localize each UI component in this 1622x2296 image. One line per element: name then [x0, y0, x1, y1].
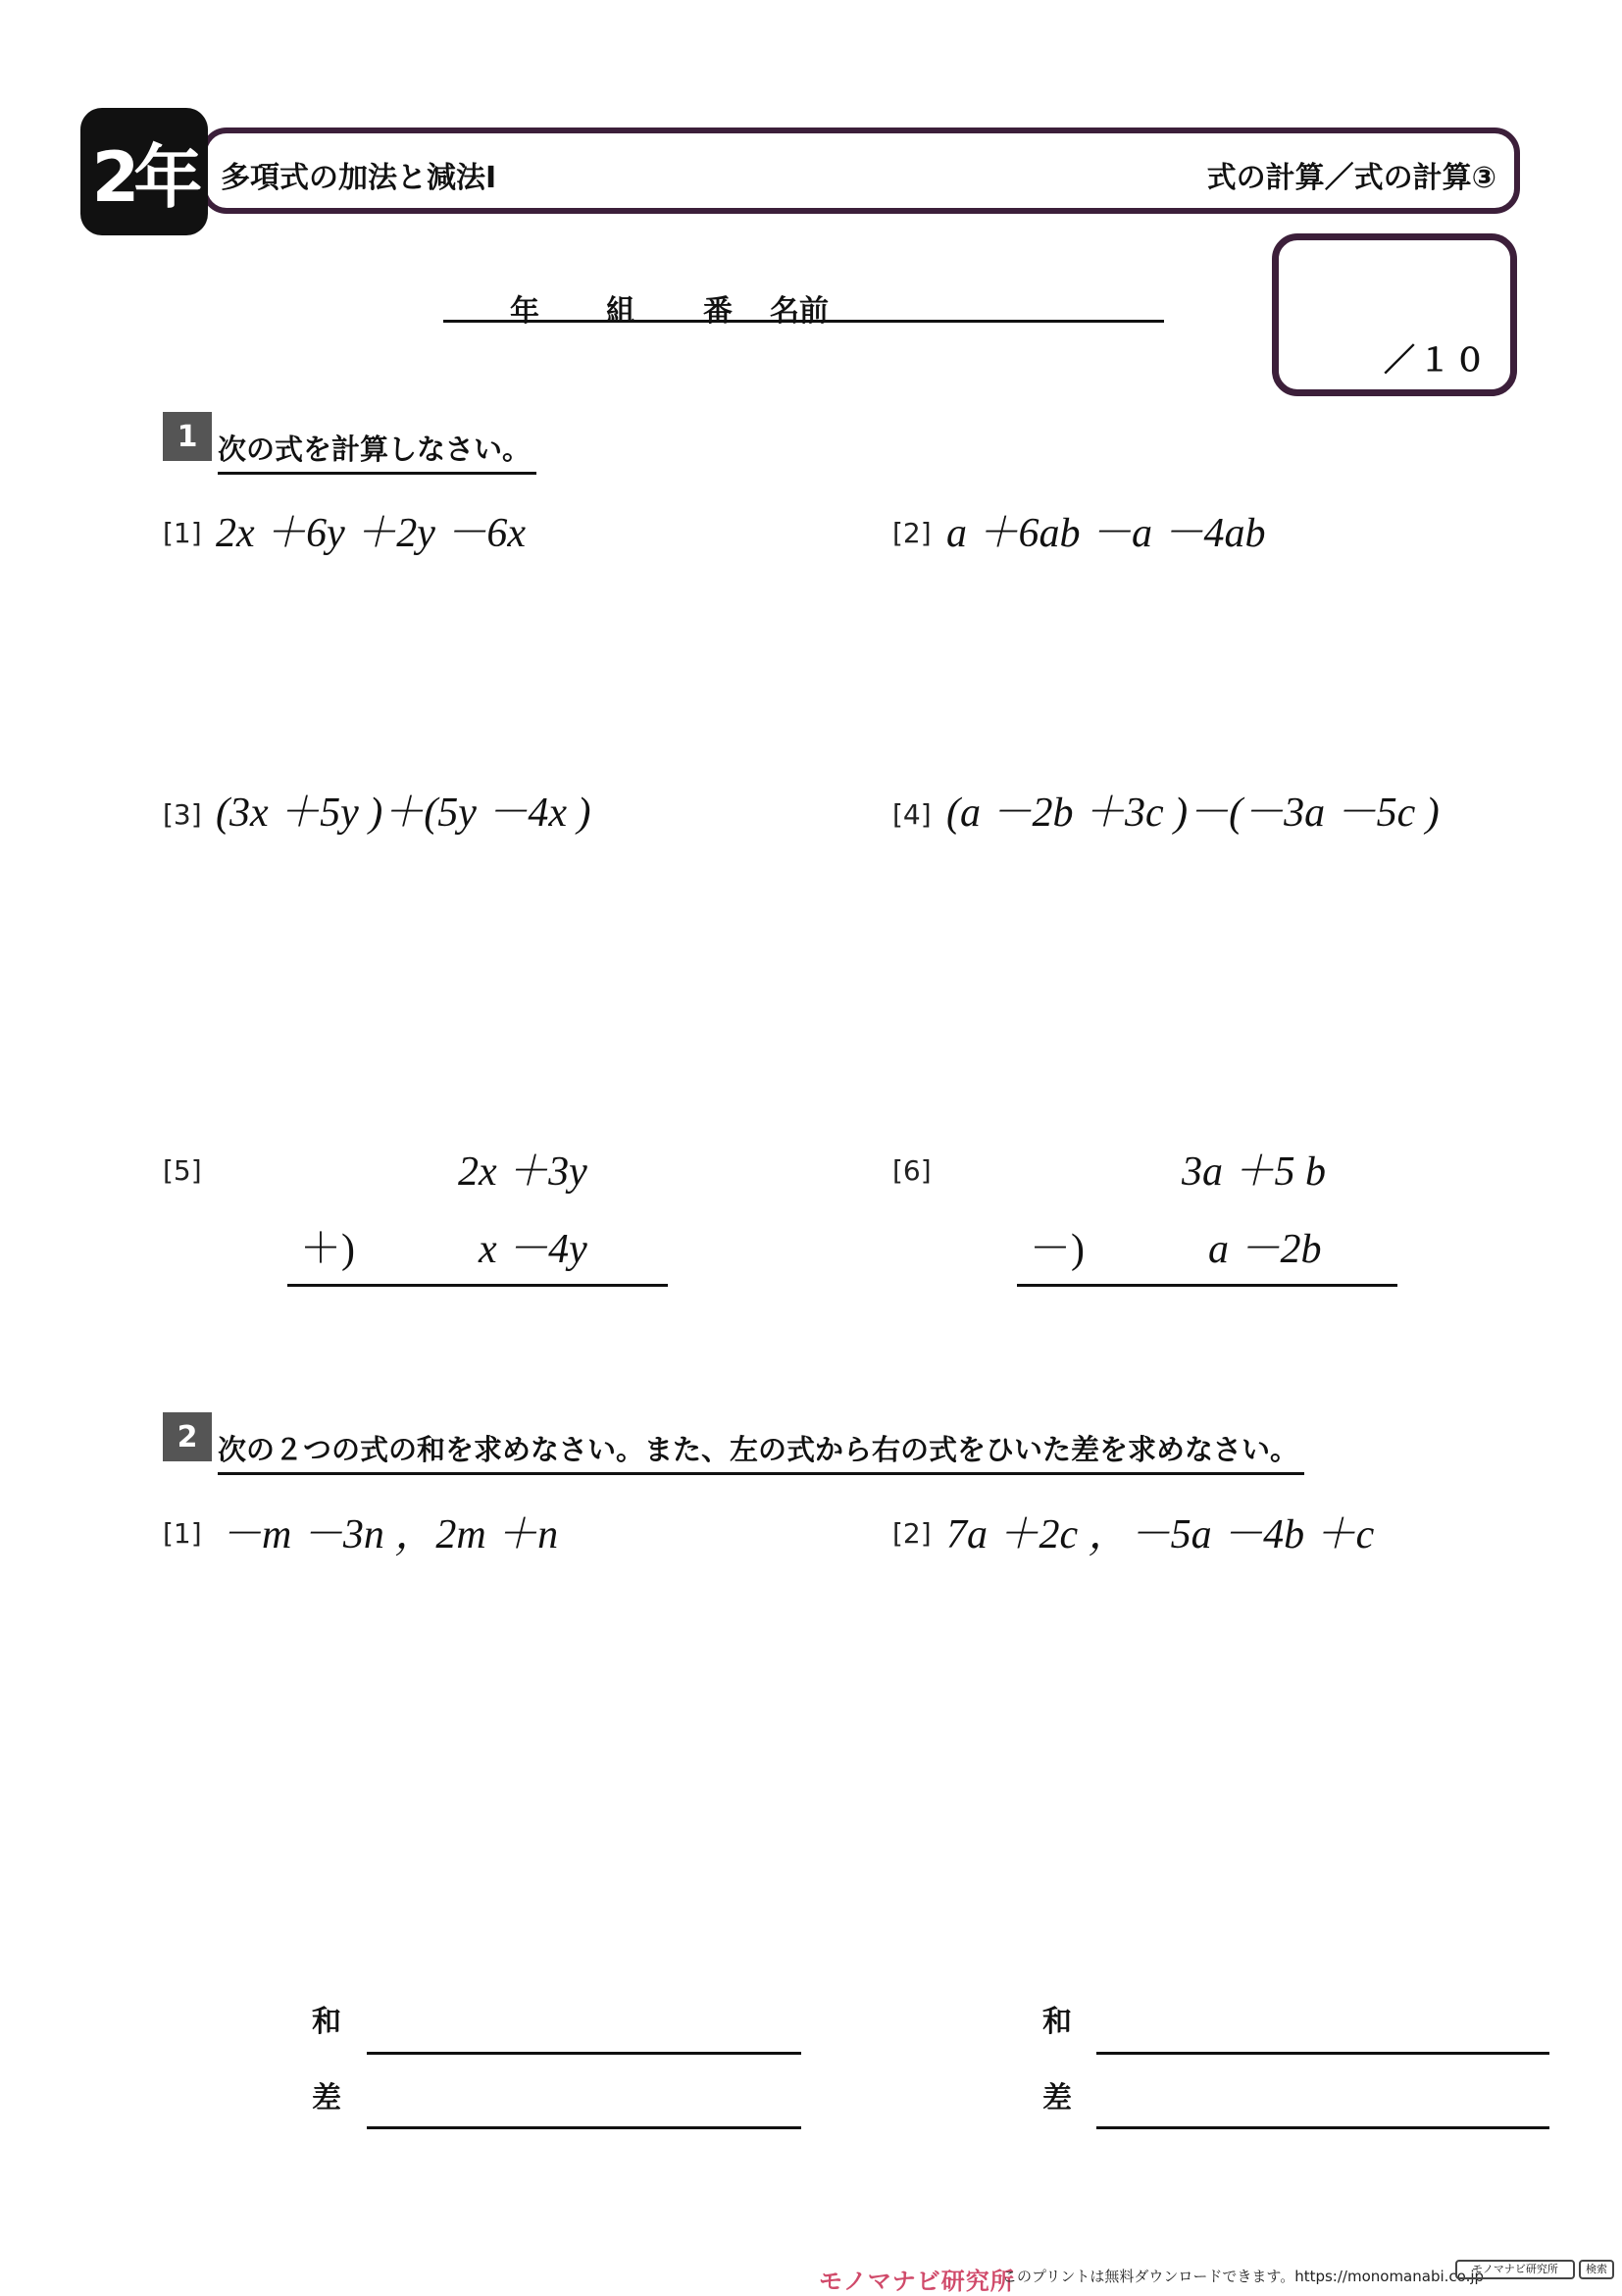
footer-text: このプリントは無料ダウンロードできます。https://monomanabi.co.jp	[1002, 2268, 1485, 2285]
problem-1-5-label: [5]	[163, 1154, 202, 1187]
section2-badge: 2	[163, 1412, 212, 1461]
answer-2-2-diff-line	[1096, 2126, 1549, 2129]
class-label: 組	[606, 294, 635, 329]
problem-1-4-expression: (a －2b ＋3c )－(－3a －5c )	[946, 791, 1440, 836]
problem-1-3-expression: (3x ＋5y )＋(5y －4x )	[216, 791, 591, 836]
problem-2-1-label: [1]	[163, 1517, 202, 1550]
section1-badge: 1	[163, 412, 212, 461]
section1-instruction: 次の式を計算しなさい。	[218, 428, 536, 475]
answer-2-1-sum-line	[367, 2052, 801, 2055]
answer-2-2-diff-label: 差	[1042, 2081, 1072, 2116]
problem-1-5-answer-line	[287, 1284, 668, 1287]
problem-1-5-top: 2x ＋3y	[458, 1149, 587, 1195]
problem-1-2-label: [2]	[892, 517, 932, 549]
problem-1-5-operator: ＋)	[300, 1227, 355, 1272]
problem-1-6-answer-line	[1017, 1284, 1397, 1287]
problem-1-1-label: [1]	[163, 517, 202, 549]
section2-instruction: 次の２つの式の和を求めなさい。また、左の式から右の式をひいた差を求めなさい。	[218, 1428, 1304, 1475]
lesson-title: 式の計算／式の計算③	[1206, 161, 1496, 195]
number-label: 番	[703, 294, 733, 329]
problem-1-6-bottom: a －2b	[1208, 1227, 1322, 1272]
problem-2-1-expression: －m －3n ，2m ＋n	[221, 1512, 559, 1557]
answer-2-1-sum-label: 和	[312, 2005, 341, 2039]
problem-1-5-bottom: x －4y	[479, 1227, 587, 1272]
problem-1-4-label: [4]	[892, 798, 932, 831]
problem-2-2-label: [2]	[892, 1517, 932, 1550]
problem-1-6-top: 3a ＋5 b	[1182, 1149, 1327, 1195]
name-label: 名前	[770, 294, 829, 329]
unit-title: 多項式の加法と減法Ⅰ	[221, 161, 497, 195]
footer-search-box: モノマナビ研究所	[1455, 2260, 1575, 2279]
problem-1-6-operator: －)	[1030, 1227, 1085, 1272]
problem-1-2-expression: a ＋6ab －a －4ab	[946, 511, 1266, 556]
grade-badge: 2年	[80, 108, 208, 235]
year-label: 年	[510, 294, 539, 329]
footer-logo: モノマナビ研究所	[819, 2268, 1015, 2295]
problem-1-3-label: [3]	[163, 798, 202, 831]
answer-2-1-diff-label: 差	[312, 2081, 341, 2116]
score-total: ／１０	[1383, 341, 1490, 379]
answer-2-2-sum-label: 和	[1042, 2005, 1072, 2039]
problem-1-1-expression: 2x ＋6y ＋2y －6x	[216, 511, 527, 556]
footer-search-button: 検索	[1579, 2260, 1614, 2279]
answer-2-1-diff-line	[367, 2126, 801, 2129]
problem-2-2-expression: 7a ＋2c ，－5a －4b ＋c	[946, 1512, 1375, 1557]
problem-1-6-label: [6]	[892, 1154, 932, 1187]
answer-2-2-sum-line	[1096, 2052, 1549, 2055]
